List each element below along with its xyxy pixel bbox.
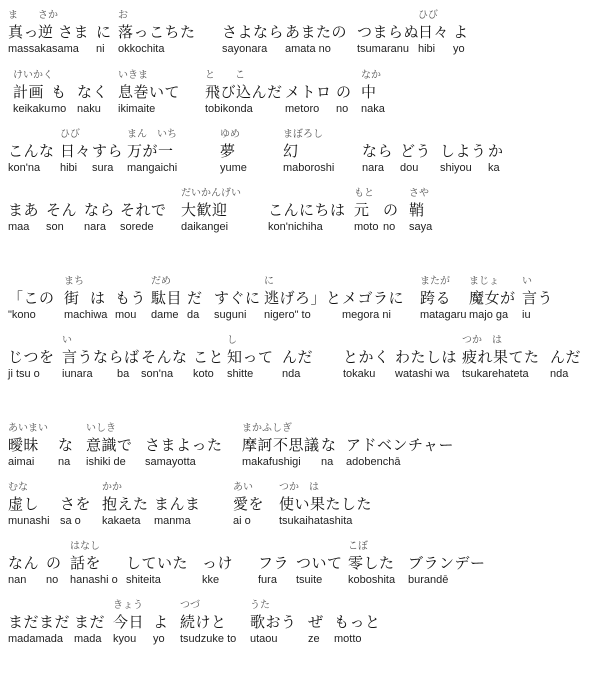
japanese-text: だ bbox=[187, 289, 203, 307]
japanese-text: 言う bbox=[522, 289, 554, 307]
romaji-text: iunara bbox=[62, 368, 93, 380]
romaji-text: da bbox=[187, 309, 200, 321]
romaji-text: amata no bbox=[285, 43, 331, 55]
japanese-text: に bbox=[96, 23, 112, 41]
japanese-text: 使い果たした bbox=[279, 495, 373, 513]
romaji-text: tsukaihatashita bbox=[279, 515, 353, 527]
romaji-text: no bbox=[383, 221, 396, 233]
romaji-text: mangaichi bbox=[127, 162, 178, 174]
japanese-text: 逆 bbox=[38, 23, 54, 41]
japanese-text: 抱えた bbox=[102, 495, 149, 513]
japanese-text: 愛を bbox=[233, 495, 265, 513]
japanese-text: か bbox=[488, 142, 504, 160]
japanese-text: こんな bbox=[8, 142, 55, 160]
furigana-reading: あいまい bbox=[8, 423, 48, 434]
romaji-text: tokaku bbox=[343, 368, 376, 380]
japanese-text: っけ bbox=[202, 554, 234, 572]
romaji-text: dame bbox=[151, 309, 179, 321]
furigana-reading: ひび bbox=[418, 10, 438, 21]
japanese-text: さを bbox=[60, 495, 92, 513]
japanese-text: 中 bbox=[361, 83, 377, 101]
furigana-reading: お bbox=[118, 10, 128, 21]
japanese-text: そん bbox=[46, 201, 78, 219]
furigana-reading: いきま bbox=[118, 70, 148, 81]
romaji-text: sayonara bbox=[222, 43, 268, 55]
japanese-text: 虚し bbox=[8, 495, 40, 513]
romaji-text: maa bbox=[8, 221, 30, 233]
lyric-line bbox=[0, 10, 600, 60]
lyric-line bbox=[0, 335, 600, 385]
furigana-reading: つか は bbox=[279, 482, 319, 493]
japanese-text: 日々 bbox=[418, 23, 450, 41]
romaji-text: tsudzuke to bbox=[180, 633, 237, 645]
japanese-text: それで bbox=[120, 201, 167, 219]
furigana-reading: はなし bbox=[70, 541, 100, 552]
romaji-text: keikaku bbox=[13, 103, 51, 115]
romaji-text: nan bbox=[8, 574, 27, 586]
japanese-text: まあ bbox=[8, 201, 40, 219]
furigana-reading: けいかく bbox=[13, 70, 53, 81]
romaji-text: naka bbox=[361, 103, 385, 115]
japanese-text: 「この bbox=[8, 289, 55, 307]
japanese-text: の bbox=[336, 83, 352, 101]
japanese-text: 意識で bbox=[86, 436, 133, 454]
japanese-text: ぜ bbox=[308, 613, 324, 631]
japanese-text: こんにちは bbox=[268, 201, 346, 219]
romaji-text: utaou bbox=[250, 633, 278, 645]
furigana-reading: に bbox=[264, 276, 274, 287]
romaji-text: watashi wa bbox=[395, 368, 450, 380]
romaji-text: iu bbox=[522, 309, 531, 321]
japanese-text: すら bbox=[92, 142, 124, 160]
romaji-text: yume bbox=[220, 162, 247, 174]
japanese-text: 摩訶不思議 bbox=[242, 436, 320, 454]
japanese-text: メトロ bbox=[285, 83, 332, 101]
japanese-text: 飛び込んだ bbox=[205, 83, 283, 101]
japanese-text: とかく bbox=[343, 348, 390, 366]
romaji-text: shiyou bbox=[440, 162, 472, 174]
romaji-text: son'na bbox=[141, 368, 174, 380]
japanese-text: まだまだ bbox=[8, 613, 71, 631]
romaji-text: na bbox=[321, 456, 334, 468]
romaji-text: megora ni bbox=[342, 309, 391, 321]
lyric-line bbox=[0, 541, 600, 591]
furigana-reading: なか bbox=[361, 70, 381, 81]
lyric-line bbox=[0, 600, 600, 650]
japanese-text: すぐに bbox=[214, 289, 261, 307]
furigana-reading: ひび bbox=[60, 129, 80, 140]
japanese-text: あまたの bbox=[285, 23, 348, 41]
furigana-reading: つか は bbox=[462, 335, 502, 346]
romaji-text: dou bbox=[400, 162, 419, 174]
romaji-text: mo bbox=[51, 103, 67, 115]
romaji-text: munashi bbox=[8, 515, 50, 527]
romaji-text: hanashi o bbox=[70, 574, 118, 586]
romaji-text: shiteita bbox=[126, 574, 161, 586]
japanese-text: しよう bbox=[440, 142, 487, 160]
furigana-reading: かか bbox=[102, 482, 122, 493]
japanese-text: ついて bbox=[296, 554, 343, 572]
japanese-text: 逃げろ」と bbox=[264, 289, 342, 307]
romaji-text: shitte bbox=[227, 368, 254, 380]
romaji-text: ze bbox=[308, 633, 320, 645]
romaji-text: yo bbox=[453, 43, 465, 55]
romaji-text: tsuite bbox=[296, 574, 323, 586]
romaji-text: nda bbox=[282, 368, 301, 380]
furigana-reading: さや bbox=[409, 188, 429, 199]
romaji-text: koto bbox=[193, 368, 214, 380]
japanese-text: 息巻いて bbox=[118, 83, 181, 101]
furigana-reading: ゆめ bbox=[220, 129, 240, 140]
furigana-reading: まかふしぎ bbox=[242, 423, 292, 434]
romaji-text: massakasama bbox=[8, 43, 79, 55]
furigana-reading: だいかんげい bbox=[181, 188, 241, 199]
romaji-text: daikangei bbox=[181, 221, 229, 233]
romaji-text: ai o bbox=[233, 515, 251, 527]
romaji-text: adobenchā bbox=[346, 456, 401, 468]
romaji-text: ni bbox=[96, 43, 105, 55]
romaji-text: hibi bbox=[60, 162, 78, 174]
furigana-reading: い bbox=[62, 335, 72, 346]
romaji-text: kke bbox=[202, 574, 220, 586]
romaji-text: nara bbox=[84, 221, 107, 233]
romaji-text: aimai bbox=[8, 456, 35, 468]
japanese-text: そんな bbox=[141, 348, 188, 366]
romaji-text: "kono bbox=[8, 309, 36, 321]
romaji-text: tsumaranu bbox=[357, 43, 409, 55]
romaji-text: sura bbox=[92, 162, 114, 174]
furigana-reading: まん いち bbox=[127, 129, 177, 140]
japanese-text: 万が一 bbox=[127, 142, 174, 160]
romaji-text: hibi bbox=[418, 43, 436, 55]
japanese-text: わたしは bbox=[395, 348, 458, 366]
japanese-text: フラ bbox=[258, 554, 290, 572]
japanese-text: 言うならば bbox=[62, 348, 140, 366]
romaji-text: metoro bbox=[285, 103, 320, 115]
romaji-text: motto bbox=[334, 633, 362, 645]
romaji-text: maboroshi bbox=[283, 162, 335, 174]
japanese-text: さまよった bbox=[145, 436, 223, 454]
romaji-text: ikimaite bbox=[118, 103, 156, 115]
japanese-text: 計画 bbox=[13, 83, 45, 101]
japanese-text: メゴラに bbox=[342, 289, 405, 307]
romaji-text: sorede bbox=[120, 221, 154, 233]
romaji-text: suguni bbox=[214, 309, 247, 321]
romaji-text: no bbox=[336, 103, 349, 115]
japanese-text: さよなら bbox=[222, 23, 285, 41]
romaji-text: machiwa bbox=[64, 309, 108, 321]
lyric-line bbox=[0, 423, 600, 473]
japanese-text: つまらぬ bbox=[357, 23, 420, 41]
japanese-text: こと bbox=[193, 348, 225, 366]
japanese-text: な bbox=[321, 436, 337, 454]
japanese-text: は bbox=[90, 289, 106, 307]
japanese-text: していた bbox=[126, 554, 189, 572]
japanese-text: 日々 bbox=[60, 142, 92, 160]
japanese-text: 落っこちた bbox=[118, 23, 196, 41]
romaji-text: burandē bbox=[408, 574, 449, 586]
japanese-text: どう bbox=[400, 142, 432, 160]
furigana-reading: ま bbox=[8, 10, 18, 21]
japanese-text: ブランデー bbox=[408, 554, 486, 572]
japanese-text: なら bbox=[84, 201, 116, 219]
romaji-text: nigero" to bbox=[264, 309, 311, 321]
romaji-text: ba bbox=[117, 368, 130, 380]
lyric-line bbox=[0, 70, 600, 120]
romaji-text: naku bbox=[77, 103, 101, 115]
japanese-text: 街 bbox=[64, 289, 80, 307]
japanese-text: 知って bbox=[227, 348, 274, 366]
japanese-text: 鞘 bbox=[409, 201, 425, 219]
lyric-line bbox=[0, 188, 600, 238]
japanese-text: 曖昧 bbox=[8, 436, 40, 454]
japanese-text: の bbox=[383, 201, 399, 219]
japanese-text: よ bbox=[153, 613, 169, 631]
romaji-text: kakaeta bbox=[102, 515, 141, 527]
romaji-text: koboshita bbox=[348, 574, 396, 586]
romaji-text: nara bbox=[362, 162, 385, 174]
romaji-text: na bbox=[58, 456, 71, 468]
romaji-text: no bbox=[46, 574, 59, 586]
japanese-text: 夢 bbox=[220, 142, 236, 160]
furigana-reading: もと bbox=[354, 188, 374, 199]
lyric-line bbox=[0, 129, 600, 179]
romaji-text: ishiki de bbox=[86, 456, 126, 468]
japanese-text: 零した bbox=[348, 554, 395, 572]
romaji-text: kon'na bbox=[8, 162, 41, 174]
romaji-text: ka bbox=[488, 162, 500, 174]
japanese-text: 真っ bbox=[8, 23, 40, 41]
furigana-reading: むな bbox=[8, 482, 28, 493]
romaji-text: madamada bbox=[8, 633, 64, 645]
romaji-text: sa o bbox=[60, 515, 81, 527]
romaji-text: kon'nichiha bbox=[268, 221, 323, 233]
furigana-reading: し bbox=[227, 335, 237, 346]
japanese-text: も bbox=[51, 83, 67, 101]
lyric-line bbox=[0, 482, 600, 532]
romaji-text: mou bbox=[115, 309, 137, 321]
lyric-line bbox=[0, 276, 600, 326]
japanese-text: よ bbox=[453, 23, 469, 41]
japanese-text: 話を bbox=[70, 554, 102, 572]
japanese-text: 大歓迎 bbox=[181, 201, 228, 219]
romaji-text: yo bbox=[153, 633, 165, 645]
romaji-text: samayotta bbox=[145, 456, 196, 468]
romaji-text: moto bbox=[354, 221, 379, 233]
japanese-text: 歌おう bbox=[250, 613, 297, 631]
japanese-text: 続けと bbox=[180, 613, 227, 631]
japanese-text: 幻 bbox=[283, 142, 299, 160]
furigana-reading: と こ bbox=[205, 70, 245, 81]
japanese-text: まんま bbox=[154, 495, 201, 513]
romaji-text: fura bbox=[258, 574, 277, 586]
romaji-text: nda bbox=[550, 368, 569, 380]
furigana-reading: きょう bbox=[113, 600, 143, 611]
japanese-text: もっと bbox=[334, 613, 381, 631]
japanese-text: 疲れ果てた bbox=[462, 348, 540, 366]
romaji-text: son bbox=[46, 221, 64, 233]
romaji-text: ji tsu o bbox=[8, 368, 40, 380]
furigana-reading: こぼ bbox=[348, 541, 368, 552]
japanese-text: 魔女が bbox=[469, 289, 516, 307]
furigana-reading: いしき bbox=[86, 423, 116, 434]
furigana-reading: あい bbox=[233, 482, 253, 493]
japanese-text: なら bbox=[362, 142, 394, 160]
furigana-reading: まじょ bbox=[469, 276, 499, 287]
japanese-text: 駄目 bbox=[151, 289, 183, 307]
furigana-reading: まち bbox=[64, 276, 84, 287]
furigana-reading: うた bbox=[250, 600, 270, 611]
japanese-text: 元 bbox=[354, 201, 370, 219]
romaji-text: okkochita bbox=[118, 43, 165, 55]
romaji-text: makafushigi bbox=[242, 456, 301, 468]
romaji-text: matagaru bbox=[420, 309, 467, 321]
furigana-reading: つづ bbox=[180, 600, 200, 611]
romaji-text: majo ga bbox=[469, 309, 509, 321]
japanese-text: なく bbox=[77, 83, 109, 101]
japanese-text: さま bbox=[58, 23, 90, 41]
japanese-text: じつを bbox=[8, 348, 55, 366]
furigana-reading: さか bbox=[38, 10, 58, 21]
japanese-text: 今日 bbox=[113, 613, 145, 631]
japanese-text: んだ bbox=[282, 348, 314, 366]
furigana-reading: またが bbox=[420, 276, 450, 287]
romaji-text: kyou bbox=[113, 633, 137, 645]
romaji-text: saya bbox=[409, 221, 433, 233]
romaji-text: tsukarehateta bbox=[462, 368, 529, 380]
romaji-text: manma bbox=[154, 515, 191, 527]
furigana-reading: だめ bbox=[151, 276, 171, 287]
japanese-text: なん bbox=[8, 554, 40, 572]
romaji-text: tobikonda bbox=[205, 103, 253, 115]
japanese-text: 跨る bbox=[420, 289, 452, 307]
japanese-text: な bbox=[58, 436, 74, 454]
japanese-text: まだ bbox=[74, 613, 106, 631]
japanese-text: もう bbox=[115, 289, 147, 307]
japanese-text: んだ bbox=[550, 348, 582, 366]
japanese-text: アドベンチャー bbox=[346, 436, 455, 454]
furigana-reading: い bbox=[522, 276, 532, 287]
japanese-text: の bbox=[46, 554, 62, 572]
furigana-reading: まぼろし bbox=[283, 129, 323, 140]
romaji-text: mada bbox=[74, 633, 102, 645]
